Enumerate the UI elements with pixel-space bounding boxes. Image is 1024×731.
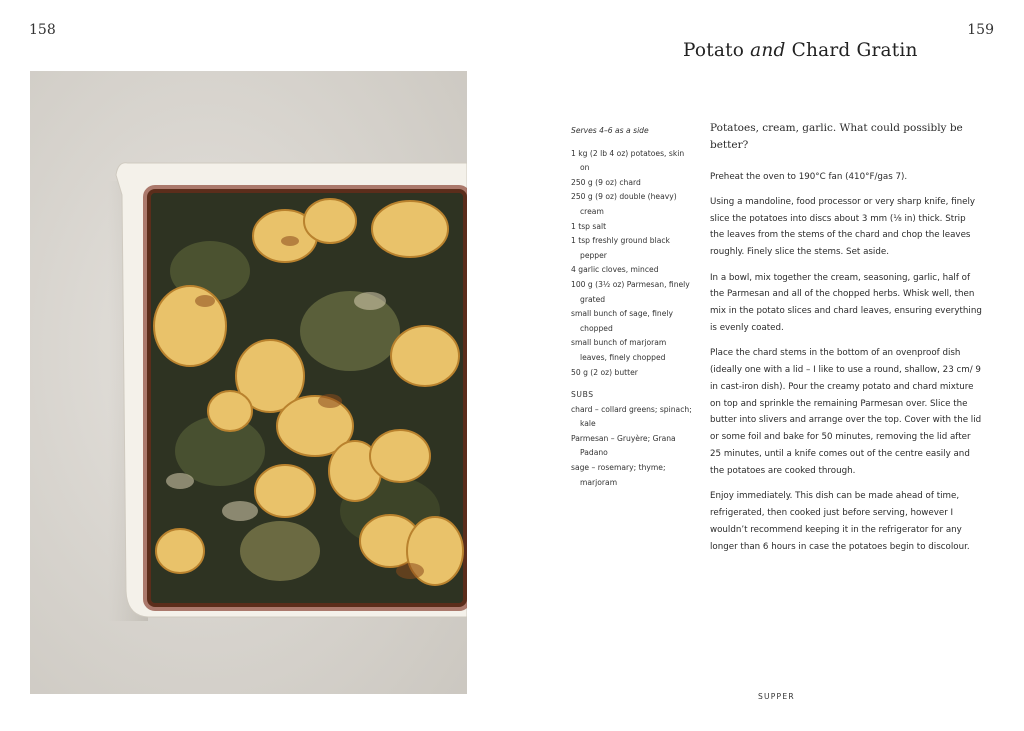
method-column (710, 120, 982, 564)
substitution-item: chard – collard greens; spinach; kale (571, 404, 692, 429)
ingredient-item: 1 kg (2 lb 4 oz) potatoes, skin on (571, 148, 685, 173)
title-and: and (750, 40, 786, 61)
title-part-1: Potato (683, 40, 751, 61)
ingredient-item: 100 g (3½ oz) Parmesan, finely grated (571, 279, 690, 304)
ingredient-item: 250 g (9 oz) double (heavy) cream (571, 192, 677, 216)
method-step: In a bowl, mix together the cream, seasoning, garlic, half of the Parmesan and all of the chopped herbs. Whisk well, then mix in the potato slices and chard leaves, ensuring everything is evenly coated. (710, 272, 982, 333)
ingredients-column (571, 124, 693, 490)
method-step: Enjoy immediately. This dish can be made ahead of time, refrigerated, then cooked just before serving, however I wouldn’t recommend keeping it in the refrigerator for any longer than 6 hours in case the potatoes begin to discolour. (710, 491, 970, 552)
ingredient-item: small bunch of sage, finely chopped (571, 309, 674, 333)
page-number-right: 159 (967, 22, 994, 38)
gratin-photo (30, 71, 467, 694)
serves-note: Serves 4–6 as a side (571, 126, 649, 135)
ingredient-item: 4 garlic cloves, minced (571, 265, 659, 275)
recipe-intro: Potatoes, cream, garlic. What could possibly be better? (710, 122, 963, 151)
method-step: Using a mandoline, food processor or very sharp knife, finely slice the potatoes into discs about 3 mm (⅛ in) thick. Strip the leaves from the stems of the chard and chop the leaves roughly. Finely slice the stems. Set aside. (710, 196, 976, 258)
page-number-left: 158 (29, 22, 56, 38)
method-step: Preheat the oven to 190°C fan (410°F/gas 7). (710, 171, 908, 182)
section-footer: SUPPER (758, 692, 795, 701)
ingredient-item: 250 g (9 oz) chard (571, 177, 641, 187)
subs-heading: SUBS (571, 390, 594, 400)
ingredient-item: 1 tsp freshly ground black pepper (571, 236, 670, 260)
method-step: Place the chard stems in the bottom of an ovenproof dish (ideally one with a lid – I like to use a round, shallow, 23 cm/ 9 in cast-iron dish). Pour the creamy potato and chard mixture on top and sprinkle the remaining Parmesan over. Slice the butter into slivers and arrange over the top. Cover with the lid or some foil and bake for 50 minutes, removing the lid after 25 minutes, until a knife comes out of the centre easily and the potatoes are cooked through. (710, 348, 982, 476)
ingredient-item: 1 tsp salt (571, 221, 607, 231)
ingredient-item: 50 g (2 oz) butter (571, 367, 638, 377)
ingredient-item: small bunch of marjoram leaves, finely chopped (571, 338, 667, 362)
recipe-title (683, 40, 918, 61)
substitution-item: Parmesan – Gruyère; Grana Padano (571, 433, 676, 458)
title-part-2: Chard Gratin (785, 40, 918, 61)
substitution-item: sage – rosemary; thyme; marjoram (571, 463, 666, 487)
